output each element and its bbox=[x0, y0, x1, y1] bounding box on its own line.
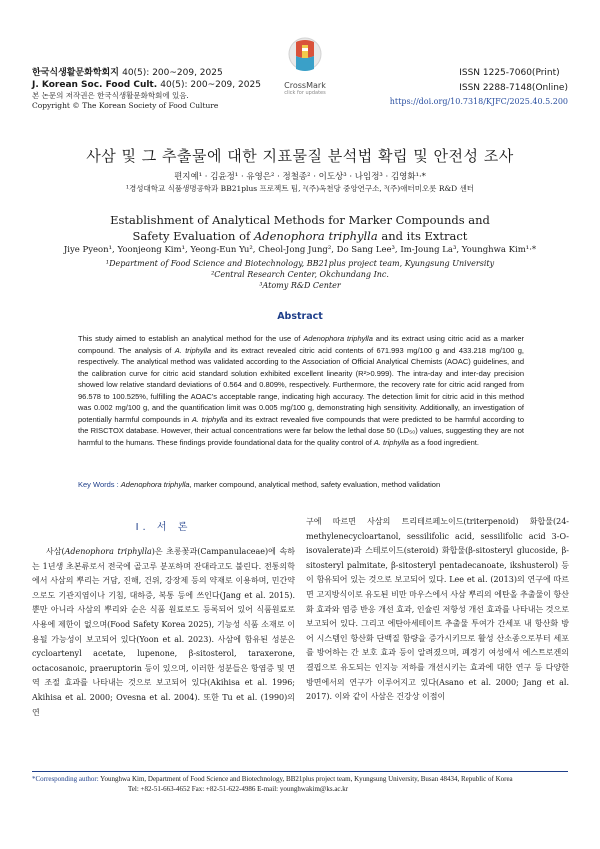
doi-link[interactable]: https://doi.org/10.7318/KJFC/2025.40.5.200 bbox=[389, 97, 568, 106]
affiliation-3: ³Atomy R&D Center bbox=[259, 281, 341, 290]
title-species: Adenophora triphylla bbox=[253, 229, 378, 243]
footnote-label: *Corresponding author: bbox=[32, 775, 99, 783]
crossmark-label: CrossMark bbox=[284, 81, 326, 90]
section-title-introduction: I. 서 론 bbox=[135, 522, 192, 533]
issn-online: ISSN 2288-7148(Online) bbox=[459, 83, 568, 93]
affiliation-1: ¹Department of Food Science and Biotechnology, BB21plus project team, Kyungsung University bbox=[105, 259, 495, 268]
copyright-ko: 본 논문의 저작권은 한국식생활문화학회에 있음. bbox=[32, 91, 189, 100]
affiliations-en bbox=[0, 258, 600, 291]
journal-header bbox=[32, 67, 261, 91]
keywords: Key Words : Adenophora triphylla, marker compound, analytical method, safety evaluation, method validation bbox=[78, 480, 441, 489]
title-en bbox=[0, 212, 600, 244]
journal-volume-en: 40(5): 200~209, 2025 bbox=[160, 80, 261, 90]
crossmark-icon bbox=[287, 36, 323, 76]
title-ko: 사삼 및 그 추출물에 대한 지표물질 분석법 확립 및 안전성 조사 bbox=[86, 147, 514, 165]
journal-name-en: J. Korean Soc. Food Cult. bbox=[32, 80, 158, 90]
body-column-left bbox=[32, 545, 295, 720]
abstract-heading: Abstract bbox=[277, 311, 323, 322]
authors-ko: 편지예¹ · 김윤정¹ · 유영은² · 정철종² · 이도상³ · 나임정³ · 김영화¹·* bbox=[174, 172, 426, 182]
affiliation-2: ²Central Research Center, Okchundang Inc. bbox=[211, 270, 389, 279]
issn-block bbox=[459, 66, 568, 96]
intro-paragraph-1: 사삼(Adenophora triphylla)은 초롱꽃과(Campanulaceae)에 속하는 1년생 초본류로서 전국에 골고루 분포하며 잔대라고도 불린다. 전통의학에서 사삼의 뿌리는 거담, 진해, 건위, 강장제 등의 약재로 이용하며, 민간약으로도 기관지염이나 기침, 대하증, 복통 등에 쓰인다(Jang et al. 2015). 뿐만 아니라 사삼의 뿌리와 순은 식품 원료로도 등록되어 있어 식품원료로 사용에 제한이 없으며(Food Safety Korea 2025), 기능성 식품 소재로 이용될 가능성이 보고되어 있다(Yoon et al. 2023). 사삼에 함유된 성분은 cycloartenyl acetate, lupenone, β-sitosterol, taraxerone, octacosanoic, praeruptorin 등이 있으며, 이러한 성분들은 항염증 및 면역 조절 효과를 나타내는 것으로 보고되어 있다(Akihisa et al. 1996; Akihisa et al. 2000; Ovesna et al. 2004). 또한 Tu et al. (1990)의 연 bbox=[32, 547, 295, 717]
crossmark-badge[interactable] bbox=[275, 36, 335, 96]
keywords-label: Key Words : bbox=[78, 480, 121, 489]
title-en-line1: Establishment of Analytical Methods for Marker Compounds and bbox=[110, 213, 490, 227]
title-en-line2: Safety Evaluation of Adenophora triphylla and its Extract bbox=[132, 229, 468, 243]
issn-print: ISSN 1225-7060(Print) bbox=[459, 68, 560, 78]
body-column-right bbox=[306, 515, 569, 705]
intro-paragraph-1-cont: 구에 따르면 사삼의 트리테르페노이드(triterpenoid) 화합물(24-methylenecycloartanol, sessilifolic acid, sessilifolic acid 3-O-isovalerate)과 스테로이드(steroid) 화합물(β-sitosteryl glucoside, β-sitosteryl palmitate, β-sitosteryl pentadecanoate, ikshusterol) 등이 함유되어 있는 것으로 보고되어 있다. Lee et al. (2013)의 연구에 따르면 고지방식이로 유도된 비만 마우스에서 사삼 뿌리의 에탄올 추출물이 항산화 효과와 염증 반응 개선 효과, 인슐린 저항성 개선 효과를 나타내는 것으로 보고되어 있다. 그리고 에탄아세테이트 추출물 투여가 간세포 내 항산화 방어 시스템인 항산화 단백질 함량을 증가시키므로 활성 산소종으로부터 세포를 방어하는 간 보호 효과 등이 알려졌으며, 폐경기 여성에서 에스트로겐의 결핍으로 유도되는 인지능 저하를 개선시키는 효과에 대한 연구 등 다양한 방면에서의 연구가 이루어지고 있다(Asano et al. 2000; Jang et al. 2017). 이와 같이 사삼은 건강상 이점이 bbox=[306, 517, 569, 702]
crossmark-sub: click for updates bbox=[284, 90, 326, 96]
journal-volume-ko: 40(5): 200~209, 2025 bbox=[122, 68, 223, 78]
abstract-body: This study aimed to establish an analytical method for the use of Adenophora triphylla and its extract using citric acid as a marker compound. The analysis of A. triphylla and its extract revealed citric acid contents of 671.993 mg/100 g and 433.218 mg/100 g, respectively. The analytical method was validated according to the Association of Official Analytical Chemists (AOAC) guidelines, and the calibration curve for citric acid standard solution exhibited excellent linearity (R²>0.999). The intra-day and inter-day precision showed low relative standard deviations of 0.564 and 0.809%, respectively. Furthermore, the recovery rate for citric acid ranged from 96.578 to 100.525%, fulfilling the AOAC's acceptable range, indicating high accuracy. The detection limit for citric acid in this method was 0.002 mg/100 g, and the quantification limit was 0.005 mg/100 g, demonstrating high sensitivity. Additionally, an investigation of potentially harmful compounds in A. triphylla and its extract revealed five compounds that were predicted to be harmful according to the RISCTOX database. However, their actual concentrations were far below the lethal dose 50 (LD₅₀) values, suggesting they are not harmful to the humans. These findings provide foundational data for the quality control of A. triphylla as a food ingredient. bbox=[78, 334, 524, 447]
affiliations-ko: ¹경성대학교 식품생명공학과 BB21plus 프로젝트 팀, ²(주)옥천당 중앙연구소, ³(주)애터미오롯 R&D 센터 bbox=[125, 184, 475, 193]
authors-en: Jiye Pyeon¹, Yoonjeong Kim¹, Yeong-Eun Yu², Cheol-Jong Jung², Do Sang Lee³, Im-Joung La³, Younghwa Kim¹·* bbox=[63, 245, 537, 255]
journal-name-ko: 한국식생활문화학회지 bbox=[32, 68, 119, 78]
copyright-en: Copyright © The Korean Society of Food Culture bbox=[32, 101, 219, 110]
footnote-divider bbox=[32, 771, 568, 772]
footnote-contact: Tel: +82-51-663-4652 Fax: +82-51-622-4986 E-mail: younghwakim@ks.ac.kr bbox=[128, 785, 349, 793]
corresponding-author-footnote: *Corresponding author: Younghwa Kim, Department of Food Science and Biotechnology, BB21plus project team, Kyungsung University, Busan 48434, Republic of Korea Tel: +82-51-663-4652 Fax: +82-51-622-4986 E-mail: younghwakim@ks.ac.kr bbox=[32, 774, 568, 794]
